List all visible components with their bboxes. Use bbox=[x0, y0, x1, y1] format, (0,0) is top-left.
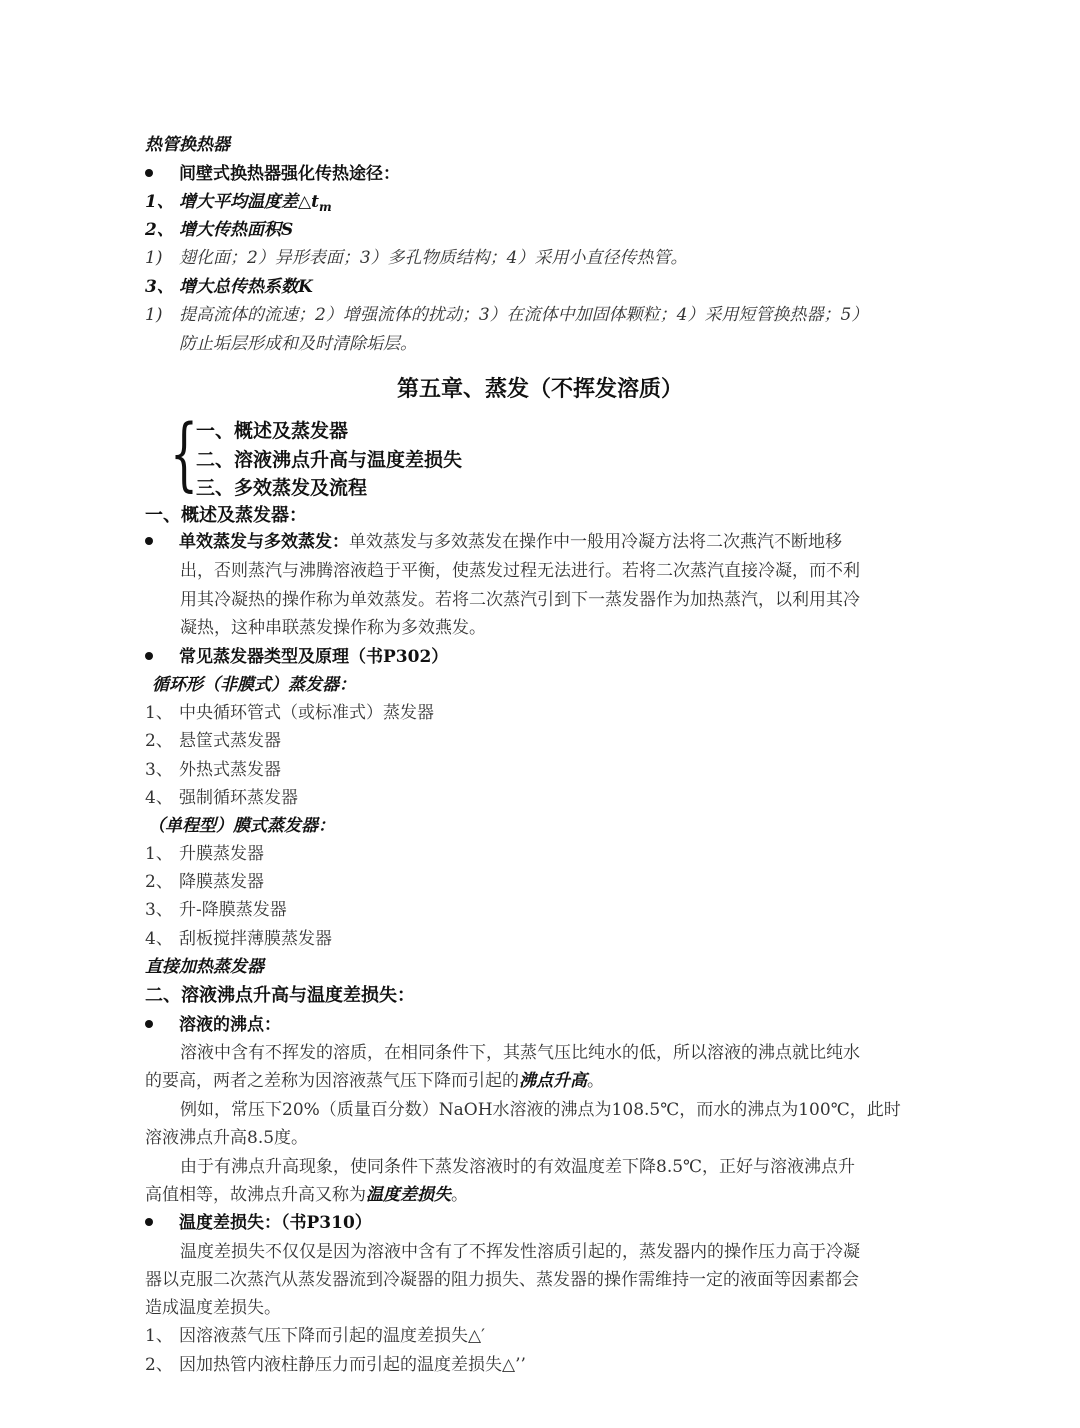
single-multi-effect-line4: 凝热，这种串联蒸发操作称为多效燕发。 bbox=[180, 618, 486, 638]
film-item-1: 1、 升膜蒸发器 bbox=[145, 844, 264, 864]
bullet-icon bbox=[145, 1020, 153, 1028]
bp-para3-line1: 由于有沸点升高现象，使同条件下蒸发溶液时的有效温度差下降8.5℃，正好与溶液沸点升 bbox=[180, 1157, 856, 1177]
way-2: 2、 增大传热面积S bbox=[145, 220, 294, 240]
way-1: 1、 增大平均温度差$\triangle t_m$ bbox=[145, 192, 332, 214]
heading-heat-pipe-exchanger: 热管换热器 bbox=[145, 135, 230, 155]
brace-icon: { bbox=[170, 407, 198, 500]
tl-para-line1: 温度差损失不仅仅是因为溶液中含有了不挥发性溶质引起的，蒸发器内的操作压力高于冷凝 bbox=[180, 1242, 860, 1262]
bullet-intensify-heat-transfer: 间壁式换热器强化传热途径： bbox=[145, 163, 400, 185]
film-item-2: 2、 降膜蒸发器 bbox=[145, 872, 264, 892]
outline-item-1: 一、概述及蒸发器 bbox=[196, 420, 349, 442]
circulation-item-3: 3、 外热式蒸发器 bbox=[145, 760, 281, 780]
temperature-loss-label: 温度差损失：（书P310） bbox=[145, 1212, 372, 1234]
circulation-evaporator-heading: 循环形（非膜式）蒸发器： bbox=[152, 675, 356, 695]
circulation-item-2: 2、 悬筐式蒸发器 bbox=[145, 731, 281, 751]
film-item-4: 4、 刮板搅拌薄膜蒸发器 bbox=[145, 929, 332, 949]
bp-para1-line1: 溶液中含有不挥发的溶质，在相同条件下，其蒸气压比纯水的低，所以溶液的沸点就比纯水 bbox=[180, 1043, 860, 1063]
section-2-heading: 二、溶液沸点升高与温度差损失： bbox=[145, 985, 415, 1006]
bullet-icon bbox=[145, 537, 153, 545]
single-multi-effect-line3: 用其冷凝热的操作称为单效蒸发。若将二次蒸汽引到下一蒸发器作为加热蒸汽，以利用其冷 bbox=[180, 590, 860, 610]
bullet-icon bbox=[145, 652, 153, 660]
single-multi-effect-line2: 出，否则蒸汽与沸腾溶液趋于平衡，使蒸发过程无法进行。若将二次蒸汽直接冷凝，而不利 bbox=[180, 561, 860, 581]
way-2-detail: 1) 翅化面；2）异形表面；3）多孔物质结构；4）采用小直径传热管。 bbox=[145, 248, 688, 268]
bp-para2-line1: 例如，常压下20%（质量百分数）NaOH水溶液的沸点为108.5℃，而水的沸点为100℃，此时 bbox=[180, 1100, 901, 1120]
bp-para3-line2: 高值相等，故沸点升高又称为温度差损失。 bbox=[145, 1185, 468, 1205]
outline-item-3: 三、多效蒸发及流程 bbox=[196, 477, 368, 499]
direct-heating-evaporator: 直接加热蒸发器 bbox=[145, 957, 264, 977]
bullet-icon bbox=[145, 169, 153, 177]
way-3-detail-line1: 1) 提高流体的流速；2）增强流体的扰动；3）在流体中加固体颗粒；4）采用短管换热器；5） bbox=[145, 305, 869, 325]
outline-item-2: 二、溶液沸点升高与温度差损失 bbox=[196, 449, 463, 471]
bp-para1-line2: 的要高，两者之差称为因溶液蒸气压下降而引起的沸点升高。 bbox=[145, 1071, 604, 1091]
bp-para2-line2: 溶液沸点升高8.5度。 bbox=[145, 1128, 309, 1148]
section-1-heading: 一、概述及蒸发器： bbox=[145, 505, 307, 526]
boiling-point-label: 溶液的沸点： bbox=[145, 1014, 281, 1036]
temperature-loss-item-1: 1、 因溶液蒸气压下降而引起的温度差损失△′ bbox=[145, 1326, 485, 1346]
film-evaporator-heading: （单程型）膜式蒸发器： bbox=[148, 816, 335, 836]
single-multi-effect-line1: 单效蒸发与多效蒸发：单效蒸发与多效蒸发在操作中一般用冷凝方法将二次燕汽不断地移 bbox=[145, 531, 842, 553]
bullet-icon bbox=[145, 1218, 153, 1226]
temperature-loss-item-2: 2、 因加热管内液柱静压力而引起的温度差损失△’’ bbox=[145, 1355, 526, 1375]
film-item-3: 3、 升-降膜蒸发器 bbox=[145, 900, 287, 920]
tl-para-line3: 造成温度差损失。 bbox=[145, 1298, 281, 1318]
tl-para-line2: 器以克服二次蒸汽从蒸发器流到冷凝器的阻力损失、蒸发器的操作需维持一定的液面等因素都会 bbox=[145, 1270, 859, 1290]
way-3-detail-line2: 防止垢层形成和及时清除垢层。 bbox=[179, 334, 417, 354]
circulation-item-1: 1、 中央循环管式（或标准式）蒸发器 bbox=[145, 703, 434, 723]
circulation-item-4: 4、 强制循环蒸发器 bbox=[145, 788, 298, 808]
way-3: 3、 增大总传热系数K bbox=[145, 277, 313, 297]
common-evaporator-types: 常见蒸发器类型及原理（书P302） bbox=[145, 646, 448, 668]
chapter-title: 第五章、蒸发（不挥发溶质） bbox=[396, 377, 683, 402]
